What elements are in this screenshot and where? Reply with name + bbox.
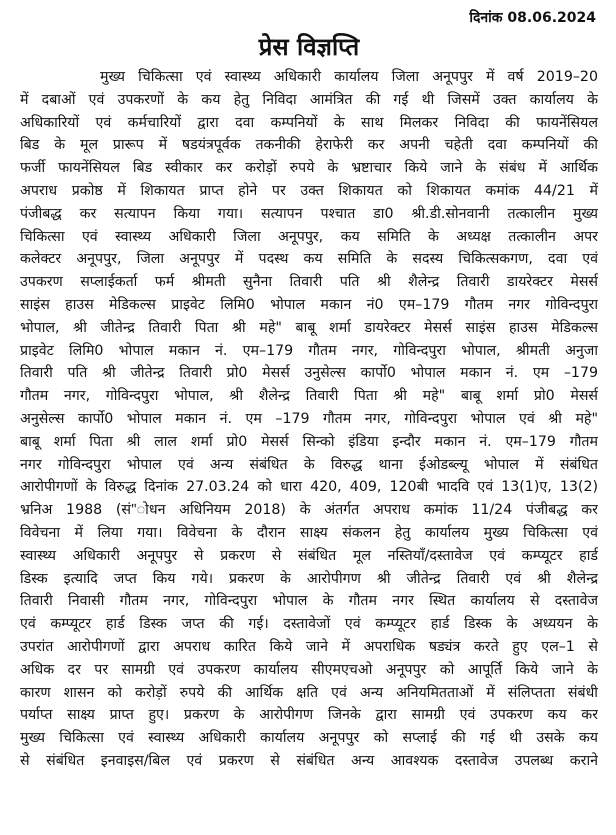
body-line: बिड के मूल प्रारूप में षडयंत्रपूर्वक तकनीकी हेराफेरी कर अपनी चहेती दवा कम्पनियों की (20, 137, 598, 154)
body-line: तिवारी पति श्री जीतेन्द्र तिवारी प्रो0 मेसर्स उनुसेल्स कार्पो0 भोपाल मकान नं. एम –179 (20, 365, 598, 382)
body-line: कारण शासन को करोड़ों रुपये की आर्थिक क्षति एवं अन्य अनियमितताओं में संलिप्तता संबंधी (20, 684, 598, 701)
body-line: अनुसेल्स कार्पो0 भोपाल मकान नं. एम –179 गौतम नगर, गोविन्दपुरा भोपाल एवं श्री महे" (20, 410, 598, 427)
body-line: पर्याप्त साक्ष्य प्राप्त हुए। प्रकरण के आरोपीगण जिनके द्वारा सामग्री एवं उपकरण कय कर (20, 707, 598, 724)
body-line: भ्रनिअ 1988 (सं"ोधन अधिनियम 2018) के अंतर्गत अपराध कमांक 11/24 पंजीबद्ध कर (20, 502, 598, 519)
body-line: कलेक्टर अनूपपुर, जिला अनूपपुर में पदस्थ कय समिति के सदस्य चिकित्सकगण, दवा एवं (20, 251, 598, 268)
body-line: डिस्क इत्यादि जप्त किय गये। प्रकरण के आरोपीगण श्री जीतेन्द्र तिवारी एवं श्री शैलेन्द्र (20, 570, 598, 587)
body-line: पंजीबद्ध कर सत्यापन किया गया। सत्यापन पश्चात डा0 श्री.डी.सोनवानी तत्कालीन मुख्य (20, 205, 598, 222)
release-date: दिनांक 08.06.2024 (469, 10, 596, 26)
body-line: एवं कम्प्यूटर हार्ड डिस्क जप्त की गई। दस्तावेजों एवं कम्प्यूटर हार्ड डिस्क के अध्ययन के (20, 616, 598, 633)
body-line: अधिक दर पर सामग्री एवं उपकरण कार्यालय सीएमएचओ अनूपपुर को आपूर्ति किये जाने के (20, 661, 598, 678)
body-line: मुख्य चिकित्सा एवं स्वास्थ्य अधिकारी कार्यालय जिला अनूपपुर में वर्ष 2019–20 (100, 69, 598, 85)
body-line: से संबंधित इनवाइस/बिल एवं प्रकरण से संबंधित अन्य आवश्यक दस्तावेज उपलब्ध कराने (20, 752, 598, 769)
body-line: उपरांत आरोपीगणों द्वारा अपराध कारित किये जाने में अपराधिक षड्यंत्र करते हुए एल–1 से (20, 638, 598, 655)
body-line: उपकरण सप्लाईकर्ता फर्म श्रीमती सुनैना तिवारी पति श्री शैलेन्द्र तिवारी डायरेक्टर मेसर्स (20, 274, 598, 291)
body-line: अपराध प्रकोष्ठ में शिकायत प्राप्त होने पर उक्त शिकायत को शिकायत कमांक 44/21 में (20, 182, 598, 199)
body-line: गौतम नगर, गोविन्दपुरा भोपाल, श्री शैलेन्द्र तिवारी पिता श्री महे" बाबू शर्मा प्रो0 मेसर्स (20, 388, 598, 405)
body-line: फर्जी फायनेंसियल बिड स्वीकार कर करोड़ों रुपये के भ्रष्टाचार किये जाने के संबंध में आर्थिक (20, 160, 598, 177)
body-line: अधिकारियों एवं कर्मचारियों द्वारा दवा कम्पनियों के साथ मिलकर निविदा की फायनेंसियल (20, 114, 598, 131)
body-line: साइंस हाउस मेडिकल्स प्राइवेट लिमि0 भोपाल मकान नं0 एम–179 गौतम नगर गोविन्दपुरा (20, 296, 598, 313)
body-line: प्राइवेट लिमि0 भोपाल मकान नं. एम–179 गौतम नगर, गोविन्दपुरा भोपाल, श्रीमती अनुजा (20, 342, 598, 359)
body-line: मुख्य चिकित्सा एवं स्वास्थ्य अधिकारी कार्यालय अनूपपुर को सप्लाई की गई थी उसके कय (20, 730, 598, 747)
body-line: बाबू शर्मा पिता श्री लाल शर्मा प्रो0 मेसर्स सिन्को इंडिया इन्दौर मकान नं. एम–179 गौतम (20, 433, 598, 450)
body-line: आरोपीगणों के विरुद्ध दिनांक 27.03.24 को धारा 420, 409, 120बी भादवि एवं 13(1)ए, 13(2) (20, 479, 598, 496)
page-title: प्रेस विज्ञप्ति (258, 33, 360, 61)
body-line: चिकित्सा एवं स्वास्थ्य अधिकारी जिला अनूपपुर, कय समिति के अध्यक्ष तत्कालीन अपर (20, 228, 598, 245)
body-line: विवेचना में लिया गया। विवेचना के दौरान साक्ष्य संकलन हेतु कार्यालय मुख्य चिकित्सा एवं (20, 524, 598, 541)
body-line: नगर गोविन्दपुरा भोपाल एवं अन्य संबंधित के विरुद्ध थाना ईओडब्ल्यू भोपाल में संबंधित (20, 456, 598, 473)
body-line: में दबाओं एवं उपकरणों के कय हेतु निविदा आमंत्रित की गई थी जिसमें उक्त कार्यालय के (20, 91, 598, 108)
body-line: तिवारी निवासी गौतम नगर, गोविन्दपुरा भोपाल के गौतम नगर स्थित कार्यालय से दस्तावेज (20, 593, 598, 610)
release-body-paragraph (20, 66, 598, 773)
body-line: स्वास्थ्य अधिकारी अनूपपुर से प्रकरण से संबंधित मूल नस्तियाँ/दस्तावेज एवं कम्प्यूटर हार्ड (20, 547, 598, 564)
body-line: भोपाल, श्री जीतेन्द्र तिवारी पिता श्री महे" बाबू शर्मा डायरेक्टर मेसर्स साइंस हाउस मेडिकल्स (20, 319, 598, 336)
